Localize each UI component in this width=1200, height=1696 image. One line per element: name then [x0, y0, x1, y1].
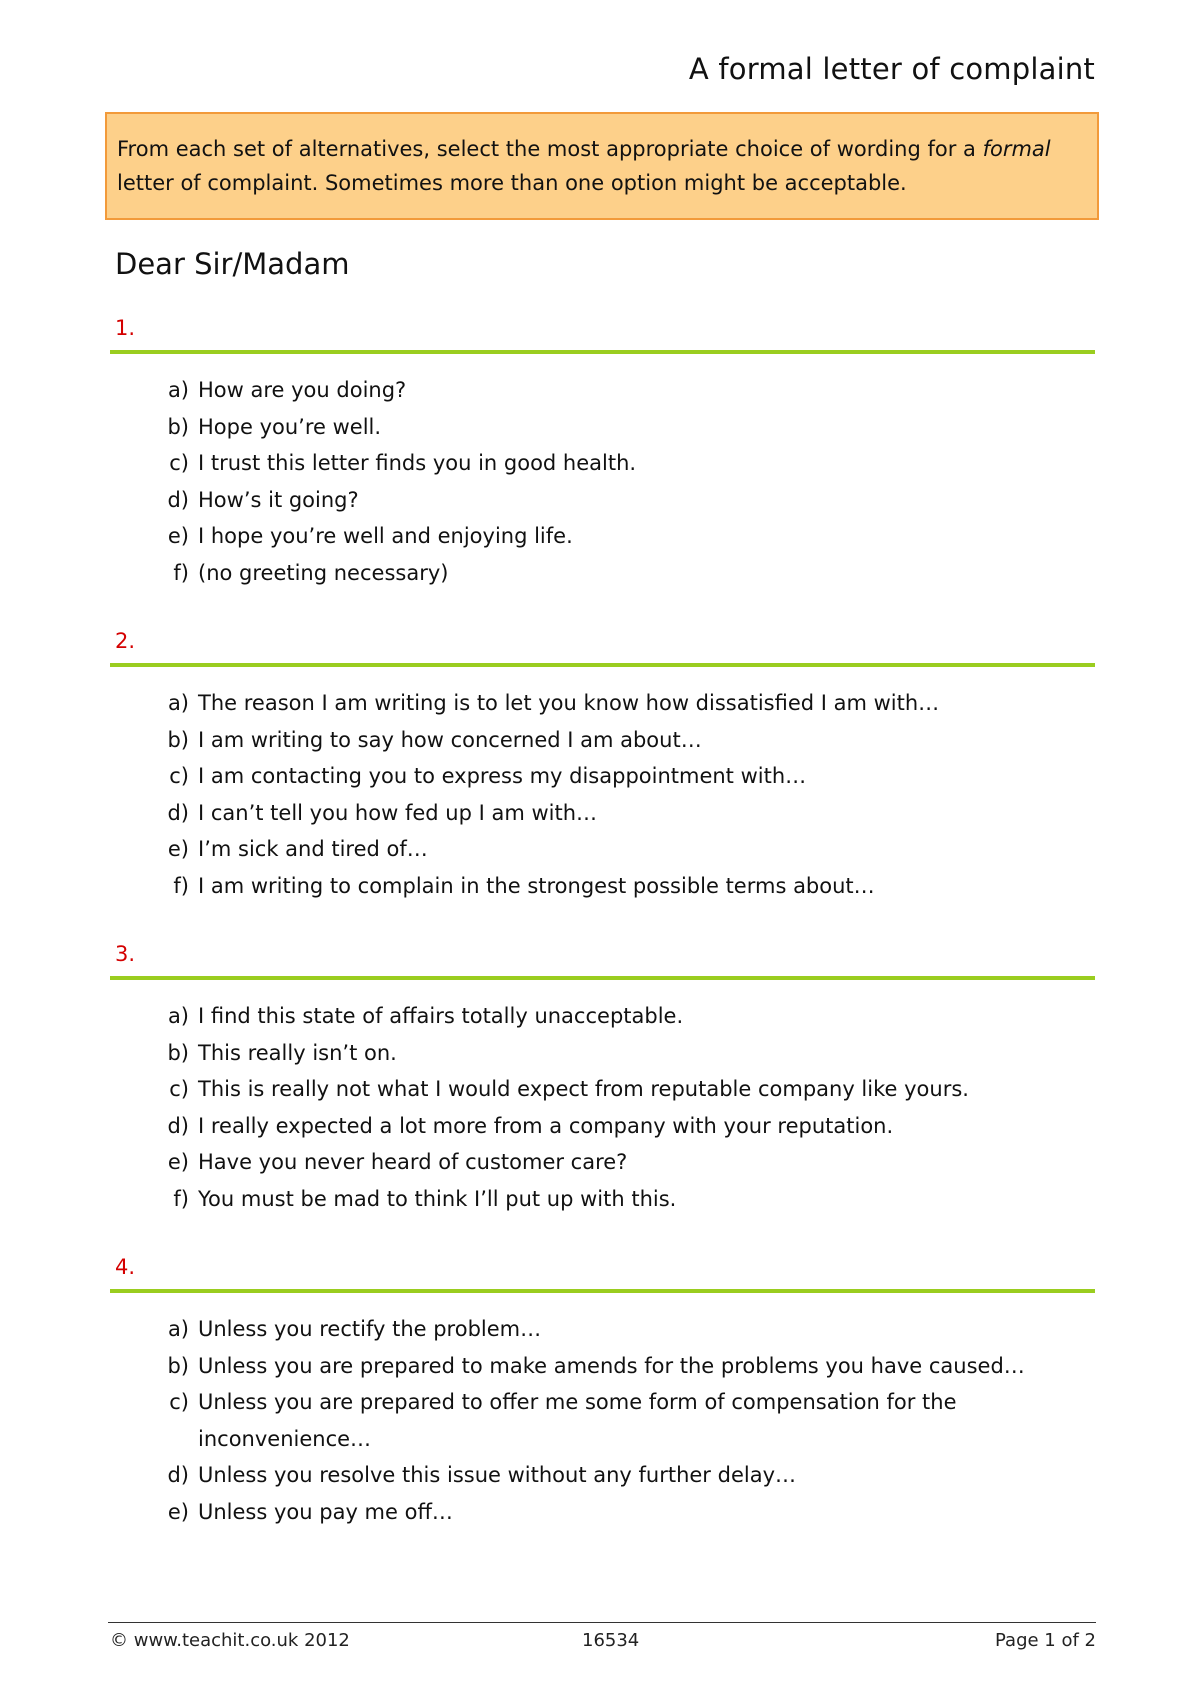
- footer-resource-code: 16534: [582, 1630, 640, 1651]
- section-divider: [110, 1289, 1095, 1293]
- option-text: Unless you rectify the problem…: [198, 1317, 542, 1341]
- option-text: You must be mad to think I’ll put up with this.: [198, 1186, 677, 1211]
- option-letter: f): [173, 1186, 189, 1211]
- option-letter: a): [167, 691, 189, 715]
- option-item: [110, 831, 1095, 868]
- option-item: [110, 372, 1095, 409]
- option-item: [110, 1384, 1095, 1457]
- option-text: Unless you pay me off…: [198, 1499, 453, 1524]
- option-letter: b): [167, 1353, 189, 1378]
- option-item: [110, 685, 1095, 722]
- option-item: [110, 758, 1095, 795]
- option-list: [110, 685, 1095, 905]
- option-text: This really isn’t on.: [198, 1040, 397, 1065]
- option-item: [110, 1144, 1095, 1181]
- option-text: Unless you are prepared to offer me some form of compensation for the inconvenience…: [198, 1390, 957, 1451]
- option-text: I hope you’re well and enjoying life.: [198, 524, 573, 549]
- page-title: A formal letter of complaint: [688, 52, 1095, 86]
- option-letter: d): [167, 1463, 189, 1488]
- option-item: [110, 1035, 1095, 1072]
- option-text: I can’t tell you how fed up I am with…: [198, 800, 597, 825]
- option-letter: b): [167, 1040, 189, 1065]
- option-letter: c): [169, 451, 189, 476]
- option-item: [110, 1071, 1095, 1108]
- option-letter: f): [173, 873, 189, 898]
- option-text: Unless you resolve this issue without any further delay…: [198, 1463, 796, 1488]
- section-divider: [110, 976, 1095, 980]
- option-letter: b): [167, 414, 189, 439]
- option-text: I am writing to say how concerned I am about…: [198, 727, 702, 752]
- option-item: [110, 445, 1095, 482]
- option-item: [110, 1457, 1095, 1494]
- section-number: 4.: [115, 1255, 136, 1279]
- section-divider: [110, 663, 1095, 667]
- option-letter: e): [167, 524, 189, 549]
- option-letter: b): [167, 727, 189, 752]
- option-item: [110, 998, 1095, 1035]
- option-item: [110, 409, 1095, 446]
- option-text: The reason I am writing is to let you know how dissatisfied I am with…: [198, 691, 940, 715]
- option-letter: c): [169, 1390, 189, 1415]
- option-letter: d): [167, 1113, 189, 1138]
- instruction-text-end: letter of complaint. Sometimes more than one option might be acceptable.: [117, 171, 907, 195]
- footer-copyright: © www.teachit.co.uk 2012: [110, 1630, 350, 1651]
- option-text: I am writing to complain in the strongest possible terms about…: [198, 873, 875, 898]
- option-item: [110, 1108, 1095, 1145]
- section-number: 1.: [115, 316, 136, 340]
- question-section-2: [110, 627, 1095, 905]
- question-section-4: [110, 1253, 1095, 1531]
- instruction-text: From each set of alternatives, select the most appropriate choice of wording for a: [117, 137, 983, 161]
- option-item: [110, 1181, 1095, 1218]
- option-text: Have you never heard of customer care?: [198, 1150, 628, 1175]
- section-number: 3.: [115, 942, 136, 966]
- option-item: [110, 868, 1095, 905]
- option-item: [110, 555, 1095, 592]
- question-section-3: [110, 940, 1095, 1218]
- question-section-1: [110, 314, 1095, 592]
- option-letter: f): [173, 560, 189, 585]
- option-list: [110, 998, 1095, 1218]
- option-list: [110, 372, 1095, 592]
- option-text: How are you doing?: [198, 378, 407, 402]
- salutation: Dear Sir/Madam: [115, 247, 350, 281]
- option-letter: d): [167, 800, 189, 825]
- option-text: (no greeting necessary): [198, 560, 449, 585]
- option-item: [110, 1494, 1095, 1531]
- instruction-box: [105, 112, 1099, 220]
- option-text: I trust this letter finds you in good health.: [198, 451, 637, 476]
- option-text: Hope you’re well.: [198, 414, 382, 439]
- section-number: 2.: [115, 629, 136, 653]
- option-letter: e): [167, 1499, 189, 1524]
- option-text: I find this state of affairs totally unacceptable.: [198, 1004, 684, 1028]
- option-letter: e): [167, 1150, 189, 1175]
- option-text: How’s it going?: [198, 487, 359, 512]
- option-item: [110, 482, 1095, 519]
- option-text: I really expected a lot more from a company with your reputation.: [198, 1113, 894, 1138]
- section-divider: [110, 350, 1095, 354]
- option-item: [110, 722, 1095, 759]
- option-letter: a): [167, 378, 189, 402]
- option-item: [110, 1311, 1095, 1348]
- option-letter: e): [167, 837, 189, 862]
- option-item: [110, 795, 1095, 832]
- option-text: I’m sick and tired of…: [198, 837, 428, 862]
- option-text: I am contacting you to express my disappointment with…: [198, 764, 807, 789]
- footer-page-number: Page 1 of 2: [995, 1630, 1096, 1651]
- option-text: This is really not what I would expect from reputable company like yours.: [198, 1077, 969, 1102]
- footer-divider: [108, 1622, 1096, 1623]
- option-letter: c): [169, 764, 189, 789]
- option-item: [110, 518, 1095, 555]
- option-item: [110, 1348, 1095, 1385]
- instruction-emphasis: formal: [982, 137, 1051, 161]
- option-letter: c): [169, 1077, 189, 1102]
- option-letter: d): [167, 487, 189, 512]
- option-list: [110, 1311, 1095, 1531]
- option-letter: a): [167, 1004, 189, 1028]
- option-text: Unless you are prepared to make amends for the problems you have caused…: [198, 1353, 1025, 1378]
- option-letter: a): [167, 1317, 189, 1341]
